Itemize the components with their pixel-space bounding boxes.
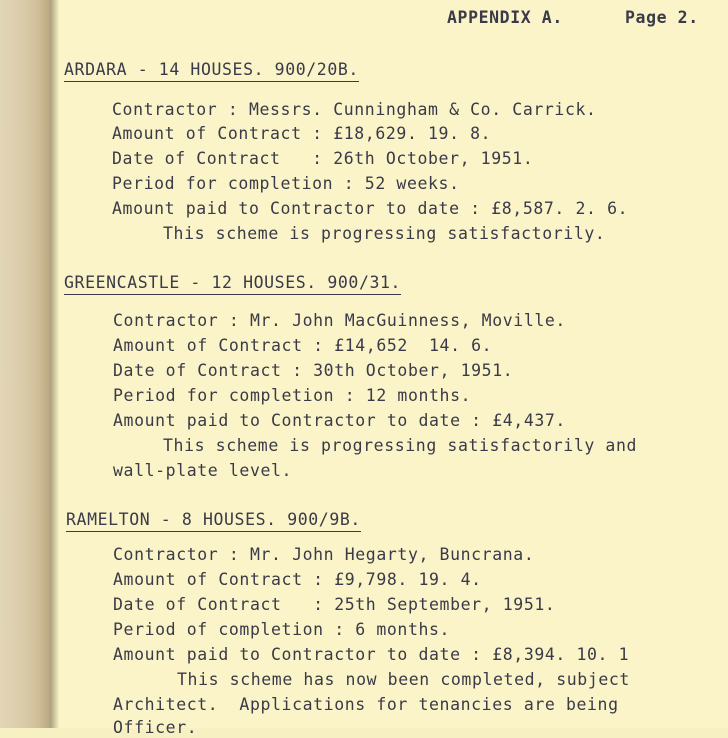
page-number: Page 2. (625, 8, 699, 27)
ramelton-amount: Amount of Contract : £9,798. 19. 4. (113, 570, 482, 589)
ardara-period: Period for completion : 52 weeks. (112, 174, 460, 193)
greencastle-contractor: Contractor : Mr. John MacGuinness, Moville. (113, 311, 566, 330)
binding-shadow (50, 0, 59, 728)
ramelton-contractor: Contractor : Mr. John Hegarty, Buncrana. (113, 545, 535, 564)
greencastle-period: Period for completion : 12 months. (113, 386, 472, 405)
appendix-label: APPENDIX A. (447, 8, 563, 27)
section-heading-ardara: ARDARA - 14 HOUSES. 900/20B. (64, 60, 359, 82)
ramelton-remark-3: Officer. (113, 718, 198, 737)
ardara-paid: Amount paid to Contractor to date : £8,587. 2. 6. (112, 199, 629, 218)
ardara-amount: Amount of Contract : £18,629. 19. 8. (112, 124, 492, 143)
ramelton-date: Date of Contract : 25th September, 1951. (113, 595, 556, 614)
section-heading-greencastle: GREENCASTLE - 12 HOUSES. 900/31. (64, 273, 401, 295)
greencastle-remark-2: wall-plate level. (113, 461, 293, 480)
book-binding (0, 0, 50, 728)
greencastle-amount: Amount of Contract : £14,652 14. 6. (113, 336, 493, 355)
ardara-contractor: Contractor : Messrs. Cunningham & Co. Carrick. (112, 100, 597, 119)
ardara-remark: This scheme is progressing satisfactorily. (163, 224, 606, 243)
ramelton-remark-1: This scheme has now been completed, subject (177, 670, 630, 689)
greencastle-remark-1: This scheme is progressing satisfactorily and (163, 436, 638, 455)
greencastle-paid: Amount paid to Contractor to date : £4,437. (113, 411, 566, 430)
ramelton-remark-2: Architect. Applications for tenancies are being (113, 695, 619, 714)
ardara-date: Date of Contract : 26th October, 1951. (112, 149, 534, 168)
ramelton-paid: Amount paid to Contractor to date : £8,394. 10. 1 (113, 645, 630, 664)
ramelton-period: Period of completion : 6 months. (113, 620, 451, 639)
greencastle-date: Date of Contract : 30th October, 1951. (113, 361, 514, 380)
section-heading-ramelton: RAMELTON - 8 HOUSES. 900/9B. (66, 510, 361, 532)
